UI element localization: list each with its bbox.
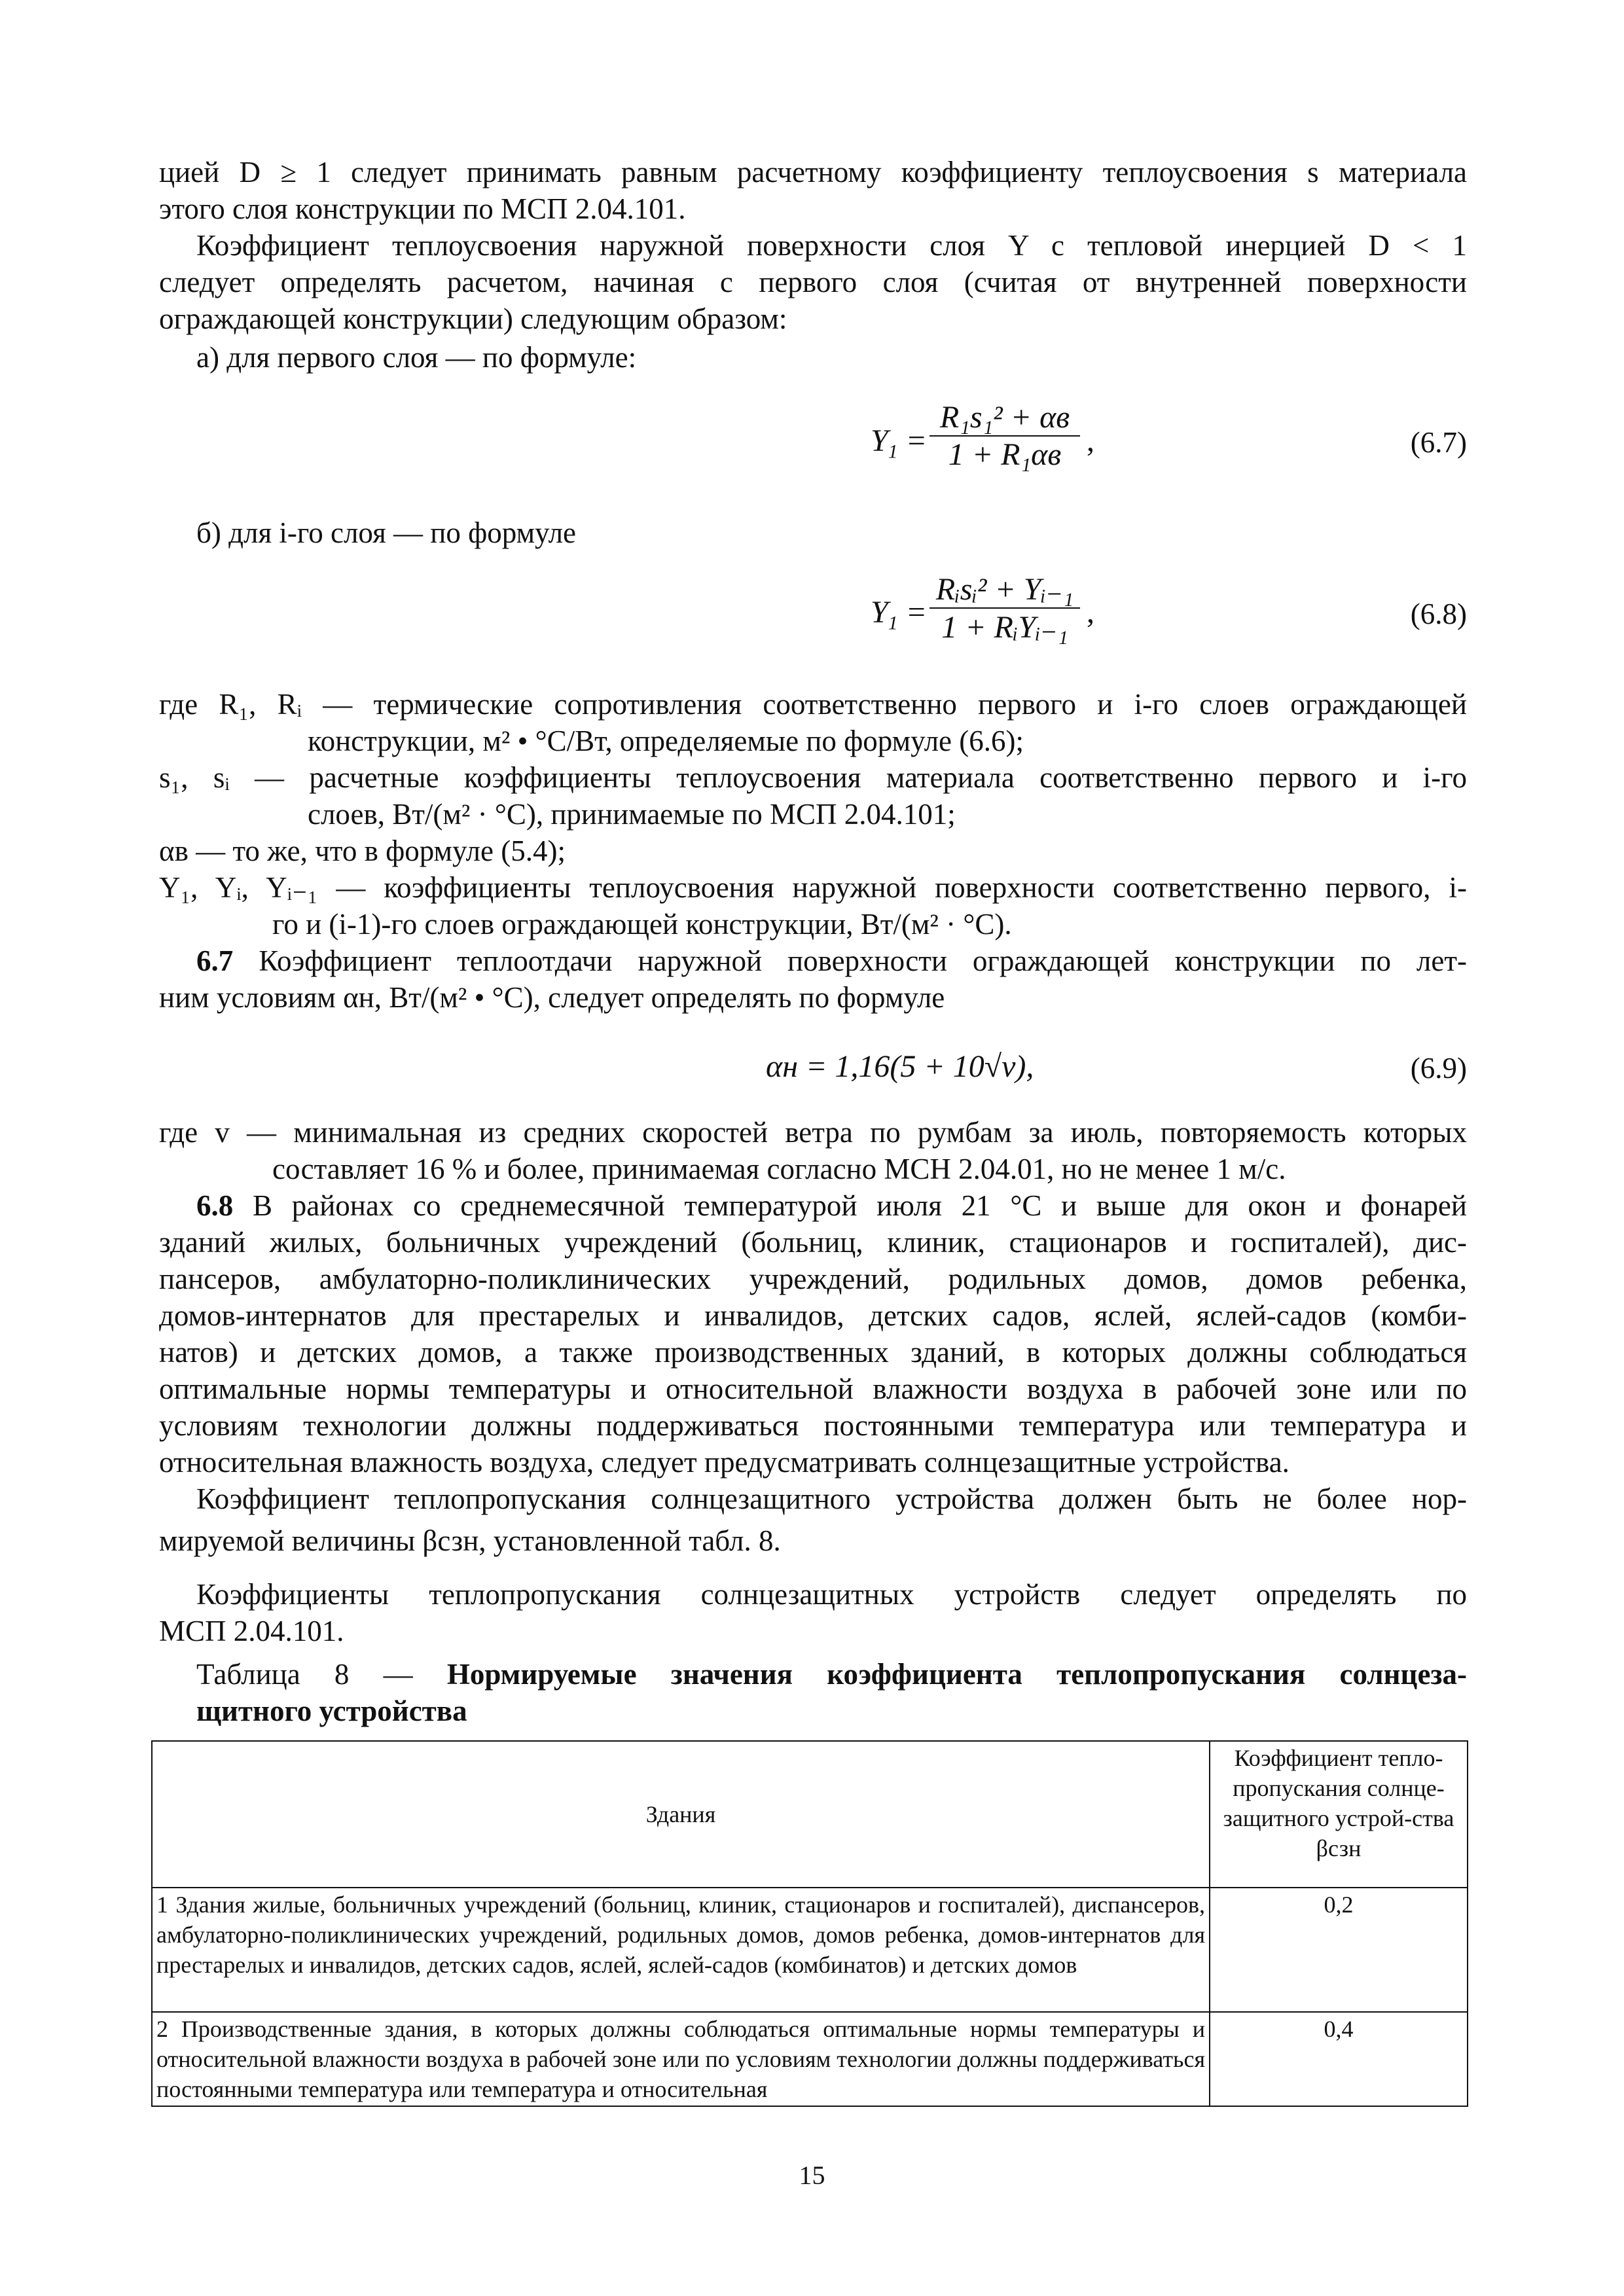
table-header-coefficient: Коэффициент тепло-пропускания солнце-защитного устрой-ства βсзн (1210, 1741, 1468, 1888)
formula-6-8-fraction (929, 571, 1080, 645)
para-beta-line-1: Коэффициент теплопропускания солнцезащитного устройства должен быть не более нор- (196, 1482, 1467, 1515)
section-6-8-line-8: относительная влажность воздуха, следует предусматривать солнцезащитные устройства. (159, 1446, 1290, 1479)
item-b: б) для i-го слоя — по формуле (196, 516, 577, 549)
formula-6-8-lhs: $Y_1$ = (871, 595, 927, 634)
where-v-line-1: где v — минимальная из средних скоростей ветра по румбам за июль, повторяемость которых (159, 1116, 1467, 1149)
para-y-line-3: ограждающей конструкции) следующим образом: (159, 302, 787, 335)
para-y-line-1: Коэффициент теплоусвоения наружной поверхности слоя Y с тепловой инерцией D < 1 (196, 229, 1467, 262)
section-6-8-line-2: зданий жилых, больничных учреждений (больниц, клиник, стационаров и госпиталей), дис- (159, 1226, 1467, 1259)
formula-6-8-comma: , (1087, 595, 1094, 630)
where-alpha-line: αв — то же, что в формуле (5.4); (159, 834, 566, 867)
section-6-8-line-5: натов) и детских домов, а также производственных зданий, в которых должны соблюдаться (159, 1336, 1467, 1369)
table-8-caption-line-1: Таблица 8 — Нормируемые значения коэффициента теплопропускания солнцеза- (196, 1658, 1467, 1691)
section-6-8-number: 6.8 (196, 1189, 234, 1222)
formula-6-7-number: (6.7) (1410, 426, 1467, 459)
table-8-caption-line-2: щитного устройства (196, 1695, 467, 1727)
formula-6-7-comma: , (1087, 423, 1094, 458)
para-msp-line-1: Коэффициенты теплопропускания солнцезащитных устройств следует определять по (196, 1578, 1467, 1611)
where-s-line-2: слоев, Вт/(м² · °С), принимаемые по МСП 2.04.101; (308, 798, 956, 831)
where-y-line-2: го и (i-1)-го слоев ограждающей конструкции, Вт/(м² · °С). (272, 908, 1012, 941)
table-row-2-value: 0,4 (1210, 2012, 1468, 2106)
section-6-8-line-1: 6.8 В районах со среднемесячной температурой июля 21 °С и выше для окон и фонарей (196, 1189, 1467, 1222)
para-beta-line-2: мируемой величины βсзн, установленной табл. 8. (159, 1524, 781, 1557)
table-header-buildings: Здания (152, 1741, 1210, 1888)
section-6-8-line-7: условиям технологии должны поддерживаться постоянными температура или температура и (159, 1409, 1467, 1442)
table-8 (151, 1740, 1468, 2107)
section-6-8-line-6: оптимальные нормы температуры и относительной влажности воздуха в рабочей зоне или по (159, 1372, 1467, 1405)
section-6-7-line-1: 6.7 Коэффициент теплоотдачи наружной поверхности ограждающей конструкции по лет- (196, 944, 1467, 977)
page-number: 15 (799, 2161, 825, 2190)
formula-6-9: αн = 1,16(5 + 10√v), (766, 1049, 1034, 1084)
table-row-2-building: 2 Производственные здания, в которых должны соблюдаться оптимальные нормы температуры и относительной влажности воздуха в рабочей зоне или по условиям технологии должны поддерживаться постоянными температура или температура и относительная (152, 2012, 1210, 2106)
section-6-7-line-2: ним условиям αн, Вт/(м² • °С), следует определять по формуле (159, 981, 945, 1014)
formula-6-7-lhs: $Y_1$ = (871, 423, 927, 463)
formula-6-7-fraction (929, 399, 1080, 473)
para-top-line-1: цией D ≥ 1 следует принимать равным расчетному коэффициенту теплоусвоения s материала (159, 156, 1467, 188)
para-y-line-2: следует определять расчетом, начиная с первого слоя (считая от внутренней поверхности (159, 266, 1467, 298)
item-a: а) для первого слоя — по формуле: (196, 341, 637, 374)
table-row (152, 2012, 1468, 2106)
section-6-8-line-4: домов-интернатов для престарелых и инвалидов, детских садов, яслей, яслей-садов (комби- (159, 1299, 1467, 1332)
table-row-1-value: 0,2 (1210, 1888, 1468, 2012)
where-y-line-1: Y₁, Yᵢ, Yᵢ₋₁ — коэффициенты теплоусвоения наружной поверхности соответственно первого, i- (159, 871, 1467, 904)
formula-6-8-numerator: Rᵢsᵢ² + Yᵢ₋₁ (935, 572, 1074, 607)
formula-6-7-numerator: R₁s₁² + αв (939, 400, 1070, 435)
where-s-line-1: s₁, sᵢ — расчетные коэффициенты теплоусвоения материала соответственно первого и i-го (159, 761, 1467, 794)
table-row-1-building: 1 Здания жилые, больничных учреждений (больниц, клиник, стационаров и госпиталей), диспансеров, амбулаторно-поликлинических учреждений, родильных домов, домов ребенка, домов-интернатов для престарелых и инвалидов, детских садов, яслей, яслей-садов (комбинатов) и детских домов (152, 1888, 1210, 2012)
formula-6-7-denominator: 1 + R₁αв (948, 437, 1062, 472)
where-r-line-1: где R₁, Rᵢ — термические сопротивления соответственно первого и i-го слоев ограждающей (159, 688, 1467, 721)
where-v-line-2: составляет 16 % и более, принимаемая согласно МСН 2.04.01, но не менее 1 м/с. (272, 1153, 1286, 1185)
formula-6-8-number: (6.8) (1410, 598, 1467, 630)
table-row (152, 1888, 1468, 2012)
section-6-7-number: 6.7 (196, 944, 234, 977)
formula-6-8-denominator: 1 + RᵢYᵢ₋₁ (941, 610, 1068, 645)
para-top-line-2: этого слоя конструкции по МСП 2.04.101. (159, 192, 686, 225)
table-header-row (152, 1741, 1468, 1888)
para-msp-line-2: МСП 2.04.101. (159, 1615, 344, 1647)
formula-6-9-number: (6.9) (1410, 1052, 1467, 1085)
section-6-8-line-3: пансеров, амбулаторно-поликлинических учреждений, родильных домов, домов ребенка, (159, 1263, 1467, 1295)
where-r-line-2: конструкции, м² • °С/Вт, определяемые по формуле (6.6); (308, 725, 1024, 757)
